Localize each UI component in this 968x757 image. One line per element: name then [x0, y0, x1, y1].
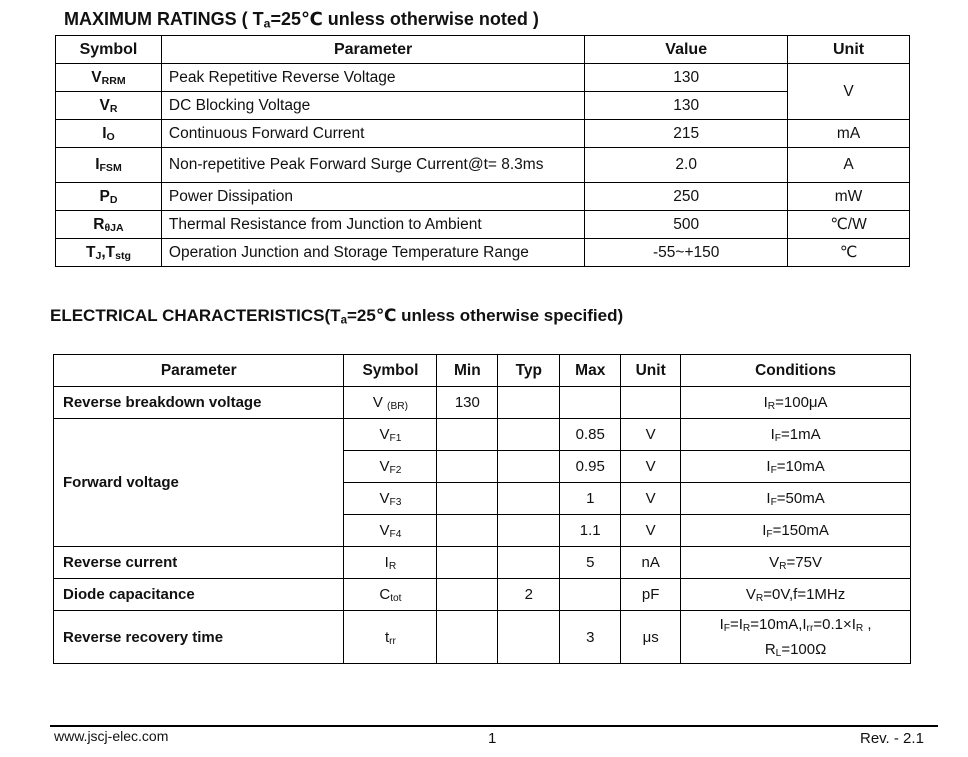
- parameter-cell: Forward voltage: [54, 419, 344, 547]
- parameter-cell: Continuous Forward Current: [161, 120, 584, 148]
- parameter-cell: Reverse current: [54, 547, 344, 579]
- min-cell: [437, 579, 498, 611]
- symbol-cell: $T_J,T_{stg}$: [56, 239, 162, 267]
- header-min: Min: [437, 355, 498, 387]
- symbol-cell: $R_{\theta JA}$: [56, 211, 162, 239]
- max-ratings-title: MAXIMUM RATINGS ( $T_a=25℃$ unless otherwise noted ): [64, 9, 539, 31]
- parameter-cell: Non-repetitive Peak Forward Surge Current@t= 8.3ms: [161, 148, 584, 183]
- unit-cell: V: [621, 515, 681, 547]
- typ-cell: [498, 387, 560, 419]
- max-cell: 1: [560, 483, 621, 515]
- value-cell: 2.0: [585, 148, 788, 183]
- unit-cell: pF: [621, 579, 681, 611]
- header-max: Max: [560, 355, 621, 387]
- typ-cell: [498, 515, 560, 547]
- max-cell: [560, 387, 621, 419]
- parameter-cell: Peak Repetitive Reverse Voltage: [161, 64, 584, 92]
- conditions-cell: $I_R=100\mu A$: [681, 387, 911, 419]
- parameter-cell: Diode capacitance: [54, 579, 344, 611]
- max-cell: 0.95: [560, 451, 621, 483]
- conditions-cell: $I_F=50mA$: [681, 483, 911, 515]
- conditions-cell: $I_F=10mA$: [681, 451, 911, 483]
- symbol-cell: $V_{F3}$: [344, 483, 437, 515]
- table-row: [56, 92, 910, 120]
- conditions-cell: $I_F=1mA$: [681, 419, 911, 451]
- min-cell: [437, 419, 498, 451]
- value-cell: -55~+150: [585, 239, 788, 267]
- symbol-cell: $I_{FSM}$: [56, 148, 162, 183]
- value-cell: 130: [585, 92, 788, 120]
- table-row: [56, 148, 910, 183]
- header-parameter: Parameter: [54, 355, 344, 387]
- table-row: [56, 239, 910, 267]
- max-ratings-table: [55, 35, 910, 267]
- parameter-cell: Thermal Resistance from Junction to Ambient: [161, 211, 584, 239]
- header-parameter: Parameter: [161, 36, 584, 64]
- unit-cell: A: [788, 148, 910, 183]
- conditions-cell: [681, 611, 911, 664]
- unit-cell: V: [621, 483, 681, 515]
- unit-cell: V: [788, 64, 910, 120]
- value-cell: 215: [585, 120, 788, 148]
- symbol-cell: $V_{RRM}$: [56, 64, 162, 92]
- max-cell: 0.85: [560, 419, 621, 451]
- header-typ: Typ: [498, 355, 560, 387]
- typ-cell: [498, 547, 560, 579]
- value-cell: 500: [585, 211, 788, 239]
- typ-cell: [498, 611, 560, 664]
- min-cell: 130: [437, 387, 498, 419]
- unit-cell: mA: [788, 120, 910, 148]
- table-row: [56, 64, 910, 92]
- electrical-characteristics-table: [53, 354, 911, 664]
- parameter-cell: Reverse breakdown voltage: [54, 387, 344, 419]
- symbol-cell: $t_{rr}$: [344, 611, 437, 664]
- min-cell: [437, 483, 498, 515]
- typ-cell: [498, 419, 560, 451]
- unit-cell: μs: [621, 611, 681, 664]
- max-cell: 3: [560, 611, 621, 664]
- header-symbol: Symbol: [344, 355, 437, 387]
- typ-cell: [498, 451, 560, 483]
- unit-cell: V: [621, 419, 681, 451]
- max-cell: 1.1: [560, 515, 621, 547]
- parameter-cell: DC Blocking Voltage: [161, 92, 584, 120]
- revision-label: Rev. - 2.1: [860, 730, 924, 747]
- footer-divider: [50, 725, 938, 727]
- header-value: Value: [585, 36, 788, 64]
- min-cell: [437, 611, 498, 664]
- symbol-cell: $V_{F1}$: [344, 419, 437, 451]
- typ-cell: 2: [498, 579, 560, 611]
- conditions-line-2: $R_L=100\Omega$: [764, 641, 827, 660]
- table-header-row: [56, 36, 910, 64]
- min-cell: [437, 515, 498, 547]
- table-row: [54, 611, 911, 664]
- parameter-cell: Operation Junction and Storage Temperature Range: [161, 239, 584, 267]
- table-row: [56, 183, 910, 211]
- symbol-cell: $V_R$: [56, 92, 162, 120]
- symbol-cell: $P_D$: [56, 183, 162, 211]
- table-header-row: [54, 355, 911, 387]
- symbol-cell: $C_{tot}$: [344, 579, 437, 611]
- header-unit: Unit: [788, 36, 910, 64]
- conditions-cell: $I_F=150mA$: [681, 515, 911, 547]
- unit-cell: nA: [621, 547, 681, 579]
- unit-cell: ℃/W: [788, 211, 910, 239]
- conditions-cell: $V_R=0V,f=1MHz$: [681, 579, 911, 611]
- unit-cell: mW: [788, 183, 910, 211]
- min-cell: [437, 451, 498, 483]
- typ-cell: [498, 483, 560, 515]
- max-cell: 5: [560, 547, 621, 579]
- unit-cell: ℃: [788, 239, 910, 267]
- max-cell: [560, 579, 621, 611]
- conditions-cell: $V_R=75V$: [681, 547, 911, 579]
- footer-website: www.jscj-elec.com: [54, 728, 169, 744]
- parameter-cell: Power Dissipation: [161, 183, 584, 211]
- table-row: [54, 387, 911, 419]
- unit-cell: V: [621, 451, 681, 483]
- parameter-cell: Reverse recovery time: [54, 611, 344, 664]
- symbol-cell: V $_{(BR)}$: [344, 387, 437, 419]
- table-row: [54, 547, 911, 579]
- value-cell: 250: [585, 183, 788, 211]
- table-row: [56, 120, 910, 148]
- min-cell: [437, 547, 498, 579]
- header-unit: Unit: [621, 355, 681, 387]
- symbol-cell: $V_{F4}$: [344, 515, 437, 547]
- header-conditions: Conditions: [681, 355, 911, 387]
- electrical-characteristics-title: ELECTRICAL $CHARACTERISTICS(T_a=25℃$ unless otherwise specified): [50, 306, 624, 327]
- symbol-cell: $I_O$: [56, 120, 162, 148]
- unit-cell: [621, 387, 681, 419]
- symbol-cell: $I_R$: [344, 547, 437, 579]
- table-row: [54, 579, 911, 611]
- symbol-cell: $V_{F2}$: [344, 451, 437, 483]
- conditions-line-1: $I_F=I_R=10mA,I_{rr}=0.1\times I_R$ ,: [719, 616, 872, 635]
- value-cell: 130: [585, 64, 788, 92]
- header-symbol: Symbol: [56, 36, 162, 64]
- page-number: 1: [488, 730, 497, 747]
- table-row: [56, 211, 910, 239]
- table-row: [54, 419, 911, 451]
